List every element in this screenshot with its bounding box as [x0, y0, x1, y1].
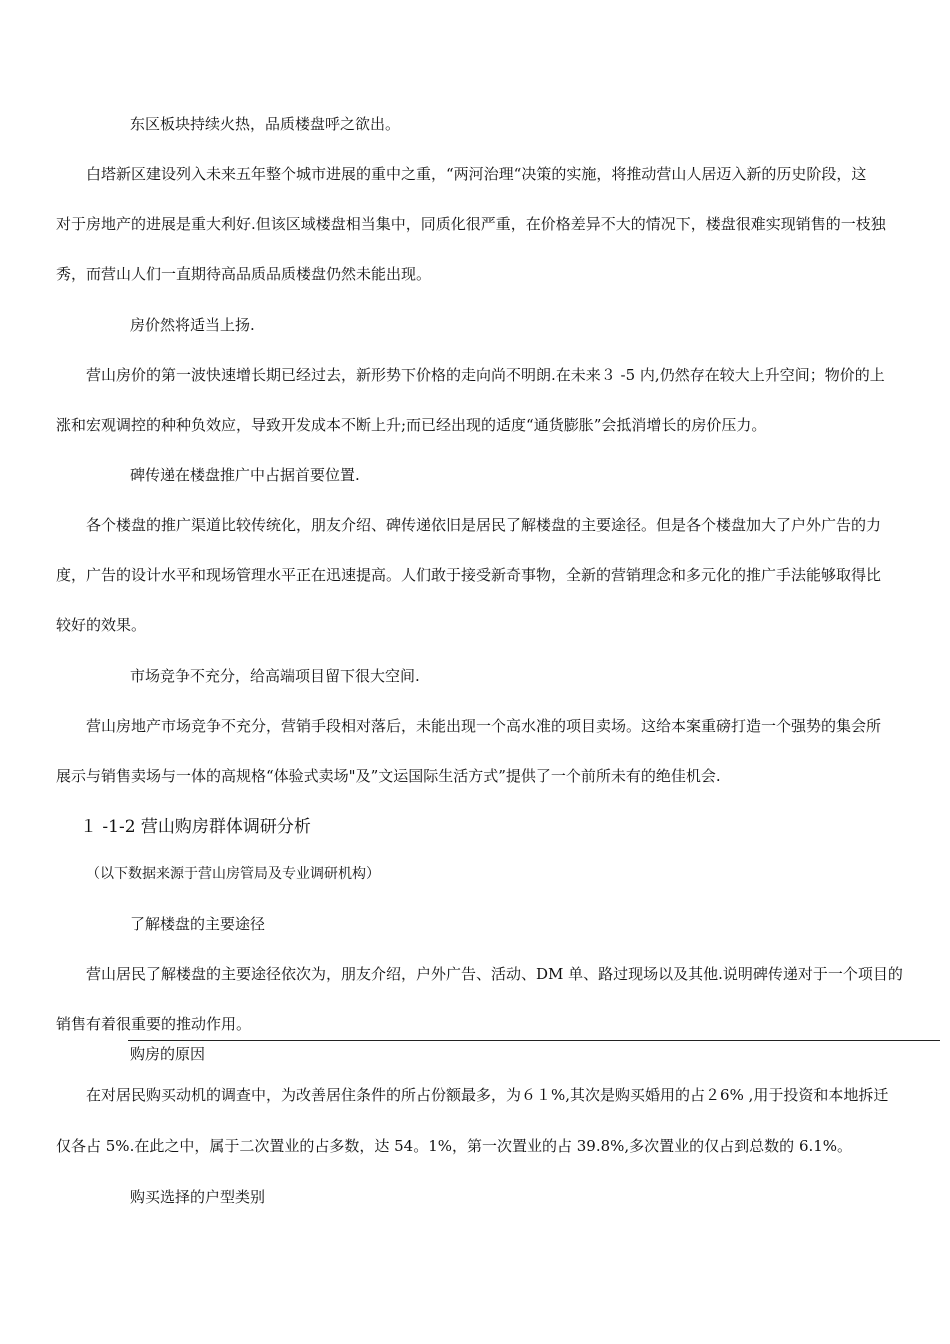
subheading-reasons: 购房的原因: [130, 1045, 206, 1063]
paragraph-line: 展示与销售卖场与一体的高规格“体验式卖场"及”文运国际生活方式”提供了一个前所未有的绝佳机会.: [56, 767, 721, 785]
section-title: １ -1-2 营山购房群体调研分析: [80, 817, 311, 837]
subheading-east-district: 东区板块持续火热，品质楼盘呼之欲出。: [130, 115, 401, 133]
paragraph-line: 销售有着很重要的推动作用。: [56, 1015, 252, 1033]
paragraph-line: 白塔新区建设列入未来五年整个城市进展的重中之重，“两河治理“决策的实施，将推动营山人居迈入新的历史阶段，这: [86, 165, 867, 183]
paragraph-line: 营山房地产市场竞争不充分，营销手段相对落后，未能出现一个高水准的项目卖场。这给本案重磅打造一个强势的集会所: [86, 717, 882, 735]
paragraph-line: 各个楼盘的推广渠道比较传统化，朋友介绍、碑传递依旧是居民了解楼盘的主要途径。但是各个楼盘加大了户外广告的力: [86, 516, 882, 534]
subheading-market: 市场竞争不充分，给高端项目留下很大空间.: [130, 667, 420, 685]
paragraph-line: 对于房地产的进展是重大利好.但该区域楼盘相当集中，同质化很严重，在价格差异不大的情况下，楼盘很难实现销售的一枝独: [56, 215, 886, 233]
paragraph-line: 较好的效果。: [56, 616, 147, 634]
paragraph-line: 仅各占 5%.在此之中，属于二次置业的占多数，达 54。1%，第一次置业的占 39.8%,多次置业的仅占到总数的 6.1%。: [56, 1137, 853, 1155]
subheading-word-of-mouth: 碑传递在楼盘推广中占据首要位置.: [130, 466, 360, 484]
subheading-channels: 了解楼盘的主要途径: [130, 915, 266, 933]
paragraph-line: 在对居民购买动机的调查中，为改善居住条件的所占份额最多，为６１%,其次是购买婚用的占２6% ,用于投资和本地拆迁: [86, 1086, 889, 1104]
subheading-price: 房价然将适当上扬.: [130, 316, 255, 334]
paragraph-line: 秀，而营山人们一直期待高品质品质楼盘仍然未能出现。: [56, 265, 432, 283]
paragraph-line: 营山房价的第一波快速增长期已经过去，新形势下价格的走向尚不明朗.在未来３ -5 内,仍然存在较大上升空间；物价的上: [86, 366, 885, 384]
source-note: （以下数据来源于营山房管局及专业调研机构）: [86, 866, 380, 882]
paragraph-line: 涨和宏观调控的种种负效应，导致开发成本不断上升;而已经出现的适度“通货膨胀”会抵消增长的房价压力。: [56, 416, 767, 434]
paragraph-line: 营山居民了解楼盘的主要途径依次为，朋友介绍，户外广告、活动、DM 单、路过现场以及其他.说明碑传递对于一个项目的: [86, 965, 903, 983]
subheading-unit-type: 购买选择的户型类别: [130, 1188, 266, 1206]
horizontal-rule: [128, 1040, 940, 1041]
paragraph-line: 度，广告的设计水平和现场管理水平正在迅速提高。人们敢于接受新奇事物，全新的营销理念和多元化的推广手法能够取得比: [56, 566, 882, 584]
